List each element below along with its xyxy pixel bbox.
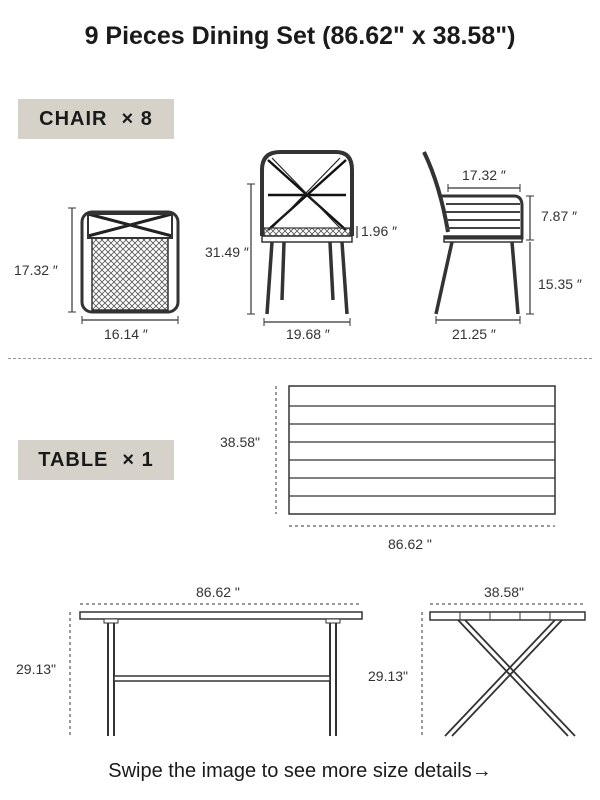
chair-top-depth-label: 17.32 ″ <box>14 262 58 278</box>
table-badge-count: × 1 <box>122 448 154 471</box>
swipe-hint: Swipe the image to see more size details→ <box>108 760 492 782</box>
chair-side-back-label: 7.87 ″ <box>541 208 578 224</box>
table-front-height-label: 29.13" <box>16 661 57 677</box>
table-side-width-label: 38.58" <box>484 584 525 600</box>
chair-front-view <box>247 152 357 326</box>
table-side-view <box>422 604 585 736</box>
chair-side-seat-height-label: 15.35 ″ <box>538 276 582 292</box>
table-top-length-label: 86.62 " <box>388 536 432 552</box>
table-side-height-label: 29.13" <box>368 668 409 684</box>
chair-side-arm-depth-label: 17.32 ″ <box>462 167 506 183</box>
section-divider <box>8 358 592 359</box>
chair-top-view <box>68 208 178 324</box>
chair-front-arm-label: 1.96 ″ <box>361 223 398 239</box>
chair-top-width-label: 16.14 ″ <box>104 326 148 342</box>
chair-side-depth-label: 21.25 ″ <box>452 326 496 342</box>
chair-front-height-label: 31.49 ″ <box>205 244 249 260</box>
table-front-view <box>70 604 362 736</box>
chair-front-width-label: 19.68 ″ <box>286 326 330 342</box>
table-badge-label: TABLE <box>38 448 109 471</box>
chair-badge-count: × 8 <box>121 107 153 130</box>
table-top-width-label: 38.58" <box>220 434 261 450</box>
chair-badge-label: CHAIR <box>39 107 108 130</box>
page-title: 9 Pieces Dining Set (86.62" x 38.58") <box>84 22 516 50</box>
table-front-length-label: 86.62 " <box>196 584 240 600</box>
table-top-view <box>276 386 555 526</box>
